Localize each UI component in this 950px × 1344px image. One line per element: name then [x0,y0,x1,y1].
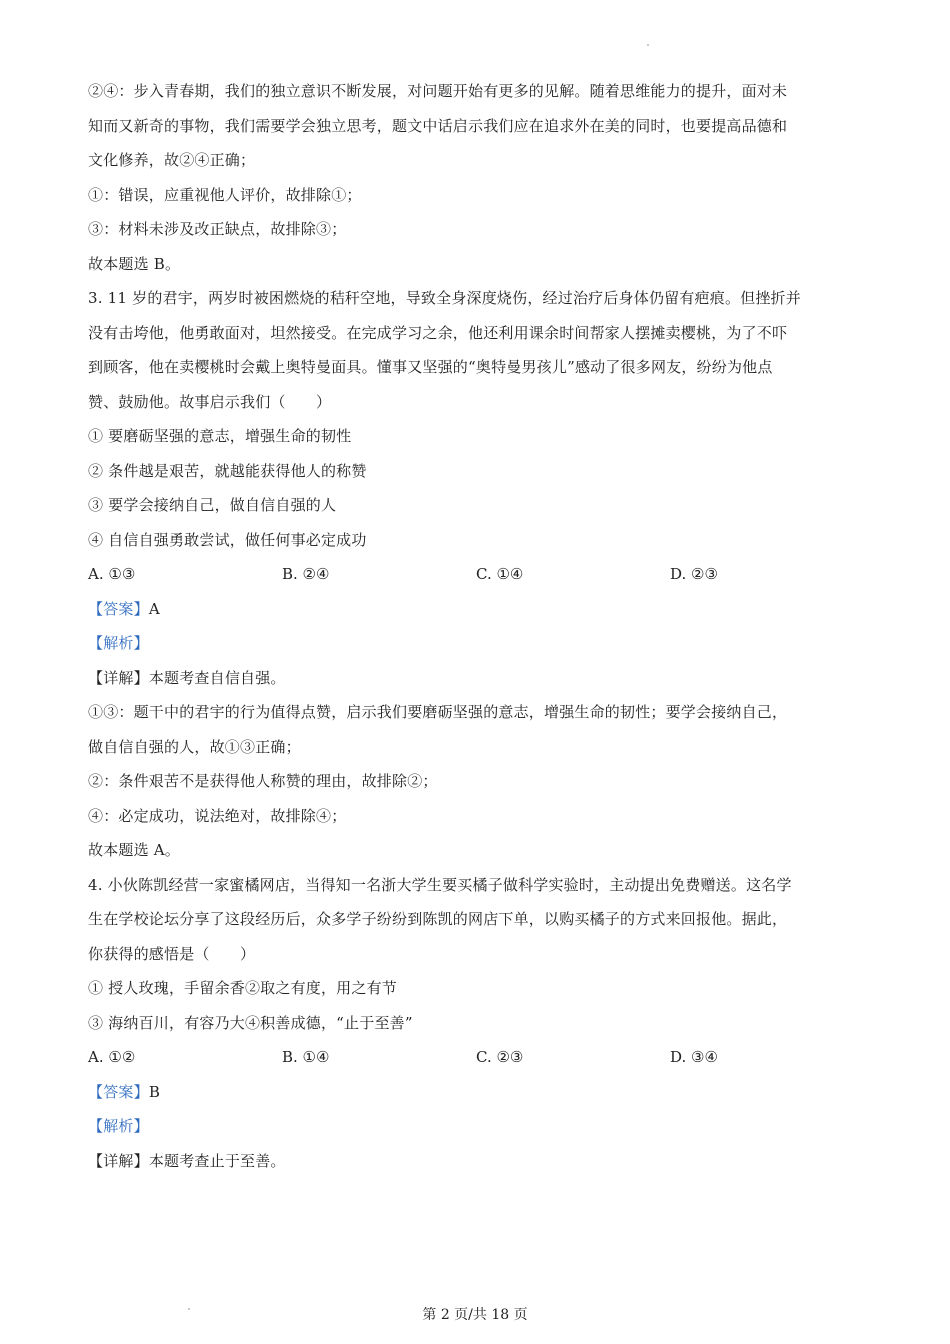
analysis-line [88,626,868,661]
previous-question-explanation [88,74,868,281]
question-stem-line: 你获得的感悟是（ ） [88,944,256,963]
text-line: 知而又新奇的事物，我们需要学会独立思考，题文中话启示我们应在追求外在美的同时，也要提高品德和 [88,116,788,135]
option-d: D. ③④ [670,1048,718,1066]
question-4 [88,868,868,1179]
analysis-tag: 【解析】 [88,1117,149,1135]
explanation-line: ④：必定成功，说法绝对，故排除④； [88,806,347,825]
statement-item: ① 要磨砺坚强的意志，增强生命的韧性 [88,427,352,445]
option-d: D. ②③ [670,565,718,583]
question-stem-line: 4. 小伙陈凯经营一家蜜橘网店，当得知一名浙大学生要买橘子做科学实验时，主动提出免费赠送。这名学 [88,875,792,894]
option-b: B. ②④ [282,565,330,583]
question-3 [88,281,868,868]
statement-item: ③ 海纳百川，有容乃大④积善成德，“止于至善” [88,1013,413,1032]
option-c: C. ①④ [476,565,524,583]
answer-line [88,1075,868,1110]
scan-dot [647,44,649,46]
text-line: ①：错误，应重视他人评价，故排除①； [88,185,362,204]
detail-line [88,1144,868,1179]
detail-text: 本题考查止于至善。 [148,1151,286,1170]
question-stem-line: 生在学校论坛分享了这段经历后，众多学子纷纷到陈凯的网店下单，以购买橘子的方式来回报他。据此， [88,910,788,928]
page-content [88,74,868,1178]
answer-tag: 【答案】 [88,1082,149,1101]
explanation-line: 做自信自强的人，故①③正确； [88,737,301,756]
question-stem-line: 到顾客，他在卖樱桃时会戴上奥特曼面具。懂事又坚强的“奥特曼男孩儿”感动了很多网友，纷纷为他点 [88,358,773,376]
statement-item: ③ 要学会接纳自己，做自信自强的人 [88,496,337,514]
statement-item: ④ 自信自强勇敢尝试，做任何事必定成功 [88,530,367,549]
explanation-line: 故本题选 A。 [88,841,181,859]
explanation-line: ②：条件艰苦不是获得他人称赞的理由，故排除②； [88,772,438,790]
analysis-line [88,1109,868,1144]
option-c: C. ②③ [476,1048,524,1066]
text-line: 故本题选 B。 [88,254,181,273]
detail-tag: 【详解】 [88,1151,149,1170]
option-b: B. ①④ [282,1048,330,1066]
analysis-tag: 【解析】 [88,634,149,652]
detail-text: 本题考查自信自强。 [148,668,286,687]
statement-item: ② 条件越是艰苦，就越能获得他人的称赞 [88,461,367,480]
answer-value: B [148,1082,161,1101]
text-line: 文化修养，故②④正确； [88,151,256,169]
text-line: ②④：步入青春期，我们的独立意识不断发展，对问题开始有更多的见解。随着思维能力的提升，面对未 [88,82,788,100]
detail-line [88,661,868,696]
question-stem-line: 3. 11 岁的君宇，两岁时被困燃烧的秸秆空地，导致全身深度烧伤，经过治疗后身体仍留有疤痕。但挫折并 [88,289,801,307]
answer-line [88,592,868,627]
page-number-footer: 第 2 页/共 18 页 [422,1307,528,1323]
answer-options [88,557,868,592]
text-line: ③：材料未涉及改正缺点，故排除③； [88,220,347,238]
question-stem-line: 赞、鼓励他。故事启示我们（ ） [88,392,332,411]
answer-options [88,1040,868,1075]
option-a: A. ①③ [88,565,136,583]
detail-tag: 【详解】 [88,668,149,687]
answer-value: A [148,599,160,618]
answer-tag: 【答案】 [88,599,149,618]
statement-item: ① 授人玫瑰，手留余香②取之有度，用之有节 [88,979,397,997]
question-stem-line: 没有击垮他，他勇敢面对，坦然接受。在完成学习之余，他还利用课余时间帮家人摆摊卖樱桃，为了不吓 [88,323,788,342]
option-a: A. ①② [88,1048,136,1066]
explanation-line: ①③：题干中的君宇的行为值得点赞，启示我们要磨砺坚强的意志，增强生命的韧性；要学会接纳自己， [88,703,788,721]
